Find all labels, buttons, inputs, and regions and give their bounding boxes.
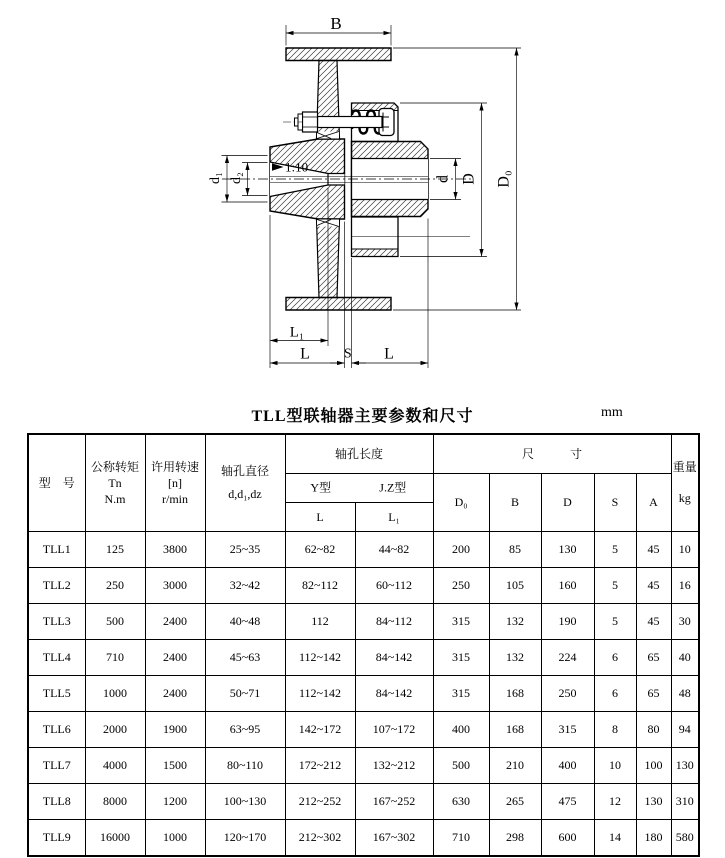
- header-torque: [85, 434, 145, 532]
- table-body: [28, 532, 699, 857]
- value-cell: 8: [594, 712, 636, 748]
- table-row: [28, 748, 699, 784]
- value-cell: 167~302: [355, 820, 433, 857]
- value-cell: 210: [489, 748, 541, 784]
- value-cell: 600: [541, 820, 594, 857]
- model-cell: TLL5: [28, 676, 85, 712]
- label-d1: d₁: [208, 172, 223, 184]
- table-row: [28, 712, 699, 748]
- value-cell: 475: [541, 784, 594, 820]
- value-cell: 5: [594, 568, 636, 604]
- value-cell: 105: [489, 568, 541, 604]
- header-col-A: A: [636, 474, 671, 532]
- value-cell: 500: [85, 604, 145, 640]
- value-cell: 12: [594, 784, 636, 820]
- header-col-B: B: [489, 474, 541, 532]
- header-weight-unit: kg: [678, 491, 691, 505]
- label-d: d: [434, 175, 452, 183]
- header-y-type: Y型: [310, 480, 332, 495]
- header-col-L1: L₁: [355, 503, 433, 532]
- model-cell: TLL2: [28, 568, 85, 604]
- label-S: S: [343, 346, 352, 362]
- value-cell: 94: [671, 712, 699, 748]
- value-cell: 62~82: [285, 532, 355, 568]
- value-cell: 63~95: [205, 712, 285, 748]
- value-cell: 130: [541, 532, 594, 568]
- value-cell: 32~42: [205, 568, 285, 604]
- value-cell: 40~48: [205, 604, 285, 640]
- value-cell: 6: [594, 676, 636, 712]
- header-bore-dia-line1: 轴孔直径: [220, 464, 269, 478]
- value-cell: 112~142: [285, 676, 355, 712]
- label-D: D: [460, 173, 478, 185]
- table-title: TLL型联轴器主要参数和尺寸: [251, 408, 474, 425]
- value-cell: 16000: [85, 820, 145, 857]
- table-row: [28, 568, 699, 604]
- header-torque-line3: N.m: [104, 491, 126, 506]
- header-weight: [671, 434, 699, 532]
- model-cell: TLL6: [28, 712, 85, 748]
- value-cell: 5: [594, 604, 636, 640]
- value-cell: 1000: [145, 820, 205, 857]
- value-cell: 160: [541, 568, 594, 604]
- value-cell: 112: [285, 604, 355, 640]
- value-cell: 80: [636, 712, 671, 748]
- model-cell: TLL9: [28, 820, 85, 857]
- value-cell: 60~112: [355, 568, 433, 604]
- value-cell: 1000: [85, 676, 145, 712]
- bolt-head: [303, 112, 318, 132]
- value-cell: 265: [489, 784, 541, 820]
- header-torque-line2: Tn: [108, 475, 122, 490]
- label-D0: D₀: [495, 170, 513, 188]
- model-cell: TLL7: [28, 748, 85, 784]
- value-cell: 132: [489, 604, 541, 640]
- value-cell: 84~142: [355, 676, 433, 712]
- value-cell: 3800: [145, 532, 205, 568]
- bolt-shaft: [318, 117, 383, 128]
- value-cell: 310: [671, 784, 699, 820]
- value-cell: 8000: [85, 784, 145, 820]
- value-cell: 100: [636, 748, 671, 784]
- value-cell: 710: [85, 640, 145, 676]
- header-speed: [145, 434, 205, 532]
- value-cell: 250: [433, 568, 489, 604]
- value-cell: 80~110: [205, 748, 285, 784]
- value-cell: 142~172: [285, 712, 355, 748]
- header-col-L: L: [285, 503, 355, 532]
- value-cell: 190: [541, 604, 594, 640]
- value-cell: 710: [433, 820, 489, 857]
- value-cell: 2400: [145, 676, 205, 712]
- value-cell: 400: [433, 712, 489, 748]
- header-weight-label: 重量: [672, 460, 697, 474]
- value-cell: 130: [636, 784, 671, 820]
- value-cell: 132: [489, 640, 541, 676]
- value-cell: 85: [489, 532, 541, 568]
- value-cell: 500: [433, 748, 489, 784]
- value-cell: 2400: [145, 640, 205, 676]
- header-bore-length: 轴孔长度: [285, 434, 433, 474]
- value-cell: 132~212: [355, 748, 433, 784]
- value-cell: 125: [85, 532, 145, 568]
- value-cell: 30: [671, 604, 699, 640]
- value-cell: 580: [671, 820, 699, 857]
- header-bore-diameter: [205, 434, 285, 532]
- value-cell: 200: [433, 532, 489, 568]
- value-cell: 1500: [145, 748, 205, 784]
- value-cell: 45: [636, 532, 671, 568]
- value-cell: 172~212: [285, 748, 355, 784]
- unit-label: mm: [601, 405, 623, 420]
- value-cell: 630: [433, 784, 489, 820]
- value-cell: 16: [671, 568, 699, 604]
- value-cell: 10: [671, 532, 699, 568]
- title-row: [0, 401, 725, 427]
- label-d2: d₂: [229, 172, 244, 184]
- header-col-D: D: [541, 474, 594, 532]
- value-cell: 167~252: [355, 784, 433, 820]
- value-cell: 212~252: [285, 784, 355, 820]
- model-cell: TLL4: [28, 640, 85, 676]
- value-cell: 298: [489, 820, 541, 857]
- value-cell: 2000: [85, 712, 145, 748]
- value-cell: 3000: [145, 568, 205, 604]
- value-cell: 5: [594, 532, 636, 568]
- value-cell: 100~130: [205, 784, 285, 820]
- value-cell: 44~82: [355, 532, 433, 568]
- value-cell: 180: [636, 820, 671, 857]
- model-cell: TLL1: [28, 532, 85, 568]
- value-cell: 45~63: [205, 640, 285, 676]
- value-cell: 315: [433, 676, 489, 712]
- header-size: 尺 寸: [433, 434, 671, 474]
- label-taper: 1:10: [285, 159, 309, 175]
- header-type-row: [285, 474, 433, 503]
- value-cell: 168: [489, 712, 541, 748]
- value-cell: 1900: [145, 712, 205, 748]
- table-row: [28, 784, 699, 820]
- value-cell: 168: [489, 676, 541, 712]
- table-row: [28, 820, 699, 857]
- coupling-drawing: [0, 0, 725, 400]
- header-speed-line2: [n]: [168, 475, 182, 490]
- value-cell: 315: [433, 604, 489, 640]
- rim-top: [286, 48, 391, 61]
- table-row: [28, 532, 699, 568]
- value-cell: 250: [85, 568, 145, 604]
- value-cell: 4000: [85, 748, 145, 784]
- model-cell: TLL3: [28, 604, 85, 640]
- header-torque-line1: 公称转矩: [90, 459, 139, 474]
- value-cell: 400: [541, 748, 594, 784]
- label-B: B: [330, 14, 342, 33]
- header-col-S: S: [594, 474, 636, 532]
- header-col-D0: D₀: [433, 474, 489, 532]
- label-L-left: L: [300, 345, 310, 363]
- value-cell: 250: [541, 676, 594, 712]
- value-cell: 65: [636, 640, 671, 676]
- header-speed-line3: r/min: [162, 491, 188, 506]
- value-cell: 1200: [145, 784, 205, 820]
- value-cell: 65: [636, 676, 671, 712]
- header-jz-type: J.Z型: [379, 480, 407, 495]
- value-cell: 50~71: [205, 676, 285, 712]
- table-row: [28, 640, 699, 676]
- value-cell: 25~35: [205, 532, 285, 568]
- value-cell: 40: [671, 640, 699, 676]
- value-cell: 14: [594, 820, 636, 857]
- value-cell: 45: [636, 604, 671, 640]
- model-cell: TLL8: [28, 784, 85, 820]
- value-cell: 315: [541, 712, 594, 748]
- header-model: 型 号: [28, 434, 85, 532]
- label-L1: L₁: [289, 324, 305, 341]
- value-cell: 120~170: [205, 820, 285, 857]
- rim-bottom: [286, 298, 391, 311]
- header-speed-line1: 许用转速: [150, 459, 199, 474]
- value-cell: 84~112: [355, 604, 433, 640]
- table-row: [28, 676, 699, 712]
- value-cell: 224: [541, 640, 594, 676]
- value-cell: 45: [636, 568, 671, 604]
- value-cell: 48: [671, 676, 699, 712]
- label-L-right: L: [384, 345, 394, 363]
- value-cell: 112~142: [285, 640, 355, 676]
- value-cell: 82~112: [285, 568, 355, 604]
- value-cell: 84~142: [355, 640, 433, 676]
- value-cell: 6: [594, 640, 636, 676]
- header-bore-dia-line2: d,d₁,dz: [228, 487, 262, 501]
- value-cell: 10: [594, 748, 636, 784]
- value-cell: 315: [433, 640, 489, 676]
- table-row: [28, 604, 699, 640]
- value-cell: 212~302: [285, 820, 355, 857]
- value-cell: 107~172: [355, 712, 433, 748]
- parameter-table: [27, 433, 700, 857]
- value-cell: 2400: [145, 604, 205, 640]
- value-cell: 130: [671, 748, 699, 784]
